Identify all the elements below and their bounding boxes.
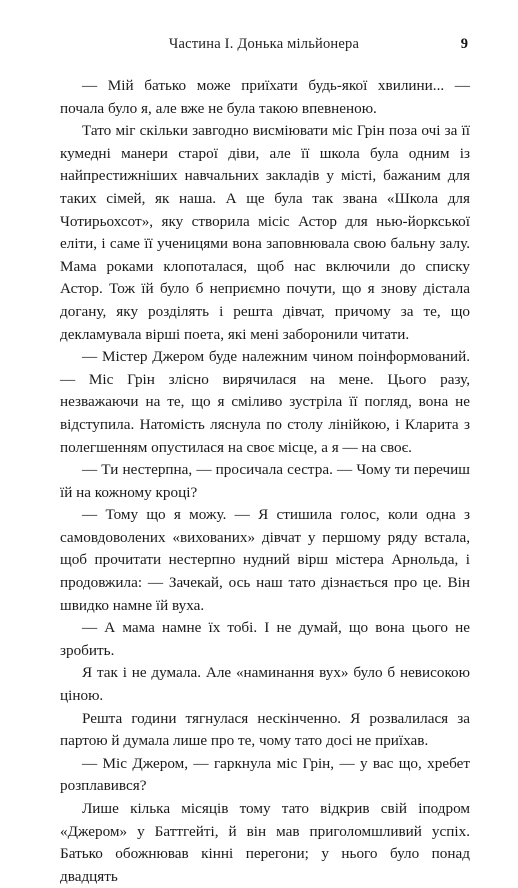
paragraph: — Містер Джером буде належним чином поінформований. — Міс Грін злісно вирячилася на мене. Цього разу, незважаючи на те, що я сміливо зустріла її погляд, вона не відступила. Натомість ляснула по столу лінійкою, і Кларита з полегшенням опустилася на своє місце, а я — на своє. <box>60 348 470 456</box>
paragraph: Лише кілька місяців тому тато відкрив свій іподром «Джером» у Баттгейті, й він мав приголомшливий успіх. Батько обожнював кінні перегони; у нього було понад двадцять <box>60 800 470 885</box>
paragraph: — Ти нестерпна, — просичала сестра. — Чому ти перечиш їй на кожному кроці? <box>60 461 470 501</box>
running-title: Частина I. Донька мільйонера <box>168 36 360 52</box>
paragraph: — Тому що я можу. — Я стишила голос, коли одна з самовдоволених «вихованих» дівчат у першому ряду встала, щоб прочитати нестерпно нудний вірш містера Арнольда, і продовжила: — Зачекай, ось наш тато дізнається про це. Він швидко намне їй вуха. <box>60 506 470 614</box>
paragraph: — Мій батько може приїхати будь-якої хвилини... — почала було я, але вже не була такою впевненою. <box>60 77 470 117</box>
page-number: 9 <box>460 36 468 52</box>
paragraph: — Міс Джером, — гаркнула міс Грін, — у вас що, хребет розплавився? <box>60 754 470 795</box>
page-header <box>60 36 468 56</box>
body-text <box>60 75 470 888</box>
paragraph: Я так і не думала. Але «наминання вух» було б невисокою ціною. <box>60 664 470 705</box>
paragraph: Тато міг скільки завгодно висміювати міс Грін поза очі за її кумедні манери старої діви, але її школа була одним із найпрестижніших навчальних закладів у місті, бажаним для таких сімей, як наша. А ще була так звана «Школа для Чотирьохсот», яку створила місіс Астор для нью-йоркської еліти, і саме її ученицями вона заповнювала свою бальну залу. Мама роками клопоталася, щоб нас включили до списку Астор. Тож їй було б неприємно почути, що я знову дістала догану, яку розділять і решта дівчат, причому за те, що декламувала вірші поета, які мені заборонили читати. <box>60 122 470 343</box>
paragraph: — А мама намне їх тобі. І не думай, що вона цього не зробить. <box>60 619 470 659</box>
paragraph: Решта години тягнулася нескінченно. Я розвалилася за партою й думала лише про те, чому тато досі не приїхав. <box>60 709 470 750</box>
